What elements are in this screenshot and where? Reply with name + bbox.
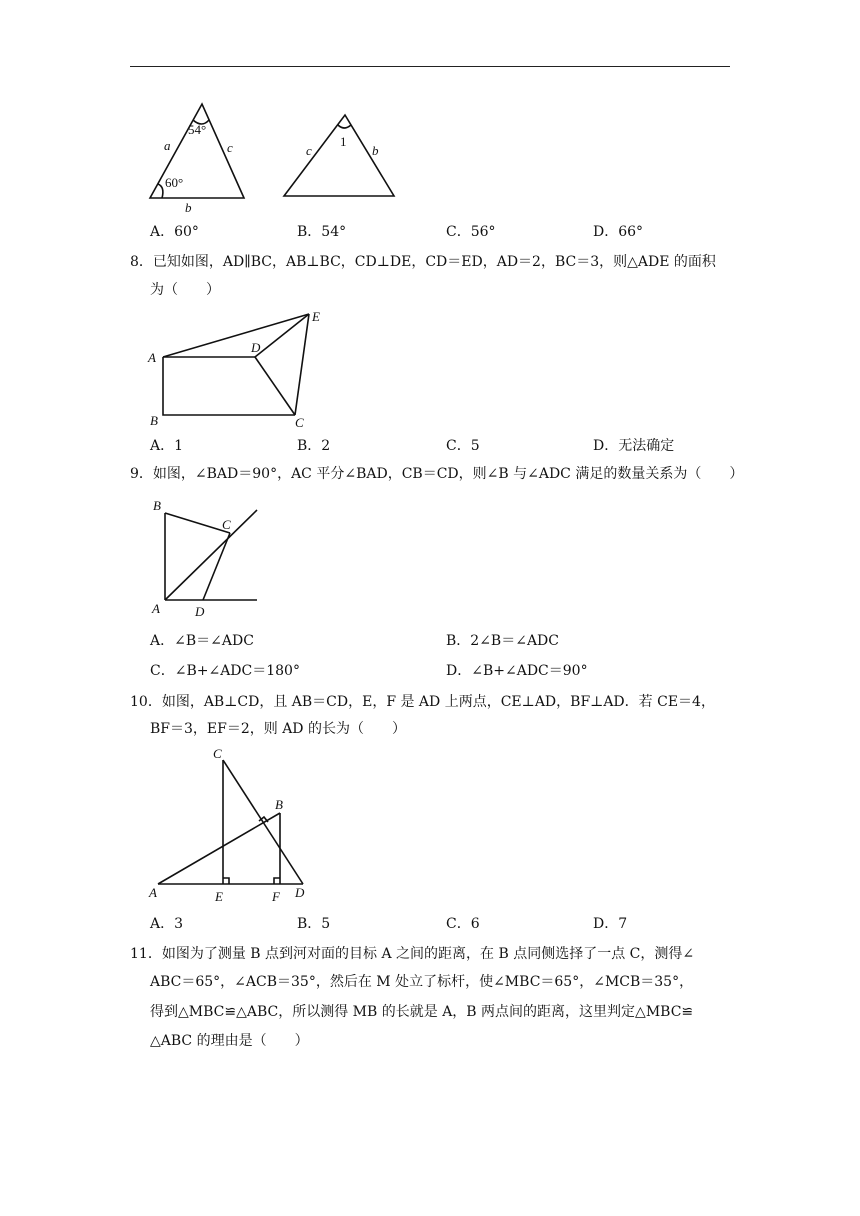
q7-label-c: c <box>227 140 233 155</box>
q8-figure <box>145 305 345 430</box>
q11-question-line2: ABC＝65°，∠ACB＝35°，然后在 M 处立了标杆，使∠MBC＝65°，∠MCB＝35°， <box>150 974 694 990</box>
q9-question-line1: 9．如图，∠BAD＝90°，AC 平分∠BAD，CB＝CD，则∠B 与∠ADC 满足的数量关系为（ ） <box>130 466 744 482</box>
q9-figure <box>145 493 265 623</box>
q8-label-C: C <box>295 415 304 430</box>
q9-option-c[interactable]: C．∠B+∠ADC＝180° <box>150 663 300 679</box>
q10-option-a[interactable]: A．3 <box>150 916 184 932</box>
q8-label-D: D <box>251 340 261 355</box>
q8-option-c[interactable]: C．5 <box>446 438 480 454</box>
q7-fig2-label-b: b <box>372 143 379 158</box>
header-rule <box>130 66 730 67</box>
q8-option-a[interactable]: A．1 <box>150 438 184 454</box>
q10-label-A: A <box>149 885 157 900</box>
q10-question-line1: 10．如图，AB⊥CD，且 AB＝CD，E，F 是 AD 上两点，CE⊥AD，BF⊥AD．若 CE＝4， <box>130 694 715 710</box>
q11-question-line4: △ABC 的理由是（ ） <box>150 1033 309 1049</box>
q8-label-A: A <box>148 350 156 365</box>
q10-option-b[interactable]: B．5 <box>297 916 331 932</box>
q11-question-line3: 得到△MBC≌△ABC，所以测得 MB 的长就是 A，B 两点间的距离，这里判定△MBC≌ <box>150 1004 694 1020</box>
q10-label-C: C <box>213 746 222 761</box>
q8-question-line2: 为（ ） <box>150 282 220 298</box>
q7-fig2-label-c: c <box>306 143 312 158</box>
q7-triangle-figure-2 <box>280 105 400 205</box>
q7-angle-left: 60° <box>165 175 184 190</box>
q9-option-b[interactable]: B．2∠B＝∠ADC <box>446 633 559 649</box>
q7-angle-top: 54° <box>188 122 207 137</box>
q11-question-line1: 11．如图为了测量 B 点到河对面的目标 A 之间的距离，在 B 点同侧选择了一点 C，测得∠ <box>130 946 695 962</box>
q10-label-D: D <box>295 885 305 900</box>
q7-label-b: b <box>185 200 192 215</box>
q10-label-E: E <box>215 889 223 904</box>
q7-fig2-angle-1: 1 <box>340 134 347 149</box>
q8-option-b[interactable]: B．2 <box>297 438 331 454</box>
q8-question-line1: 8．已知如图，AD∥BC，AB⊥BC，CD⊥DE，CD＝ED，AD＝2，BC＝3，则△ADE 的面积 <box>130 254 716 270</box>
q10-question-line2: BF＝3，EF＝2，则 AD 的长为（ ） <box>150 721 406 737</box>
q7-option-c[interactable]: C．56° <box>446 224 496 240</box>
q8-label-E: E <box>312 309 320 324</box>
q9-option-d[interactable]: D．∠B+∠ADC＝90° <box>446 663 588 679</box>
q9-label-C: C <box>222 517 231 532</box>
q7-option-a[interactable]: A．60° <box>150 224 199 240</box>
q7-label-a: a <box>164 138 171 153</box>
q10-figure <box>145 745 325 910</box>
q9-label-B: B <box>153 498 161 513</box>
q10-option-d[interactable]: D．7 <box>593 916 628 932</box>
q10-label-F: F <box>272 889 280 904</box>
q7-option-b[interactable]: B．54° <box>297 224 347 240</box>
q10-label-B: B <box>275 797 283 812</box>
q10-option-c[interactable]: C．6 <box>446 916 480 932</box>
q9-option-a[interactable]: A．∠B＝∠ADC <box>150 633 254 649</box>
q9-label-D: D <box>195 604 205 619</box>
q8-label-B: B <box>150 413 158 428</box>
q9-label-A: A <box>152 601 160 616</box>
q8-option-d[interactable]: D．无法确定 <box>593 438 675 454</box>
q7-option-d[interactable]: D．66° <box>593 224 644 240</box>
q7-triangle-figure-1 <box>140 95 260 215</box>
